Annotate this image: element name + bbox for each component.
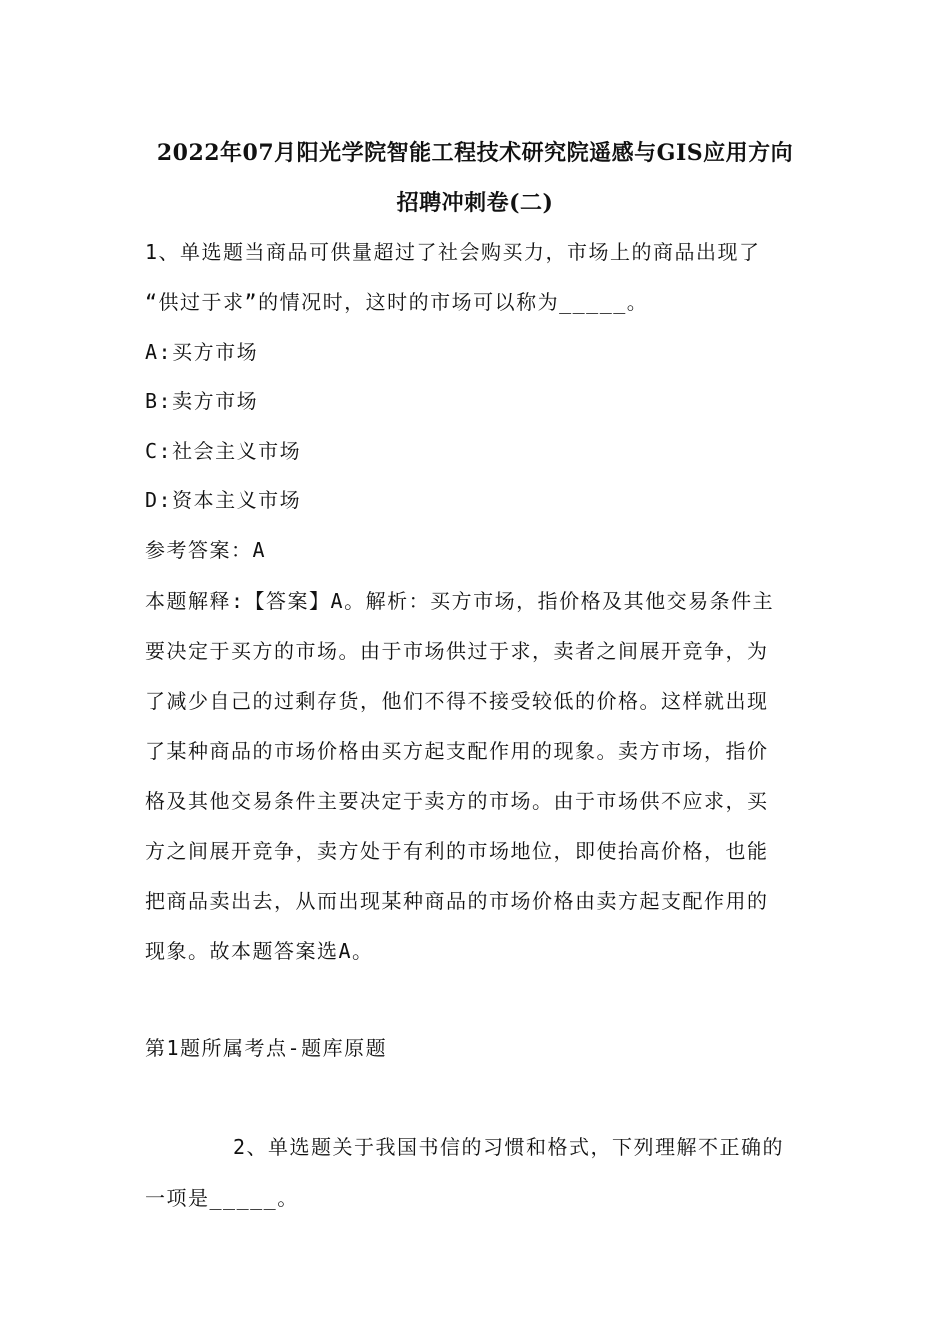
question-1-option-b: B:卖方市场 (145, 389, 259, 413)
explanation-line: 要决定于买方的市场。由于市场供过于求，卖者之间展开竞争，为 (145, 639, 769, 663)
question-2-stem-line-1: 2、单选题关于我国书信的习惯和格式，下列理解不正确的 (233, 1135, 785, 1159)
question-1-option-d: D:资本主义市场 (145, 488, 302, 512)
explanation-line: 方之间展开竞争，卖方处于有利的市场地位，即使抬高价格，也能 (145, 839, 769, 863)
question-1-option-c: C:社会主义市场 (145, 439, 302, 463)
question-2-stem-line-2: 一项是_____。 (145, 1186, 299, 1210)
explanation-line: 把商品卖出去，从而出现某种商品的市场价格由卖方起支配作用的 (145, 889, 769, 913)
question-1-knowledge-point: 第1题所属考点-题库原题 (145, 1036, 388, 1060)
question-1-stem-line-1: 1、单选题当商品可供量超过了社会购买力，市场上的商品出现了 (145, 240, 761, 264)
document-title-line-1: 2022年07月阳光学院智能工程技术研究院遥感与GIS应用方向 (156, 140, 794, 166)
explanation-line: 本题解释:【答案】A。解析：买方市场，指价格及其他交易条件主 (145, 589, 775, 613)
explanation-line: 了某种商品的市场价格由买方起支配作用的现象。卖方市场，指价 (145, 739, 769, 763)
question-1-stem-line-2: “供过于求”的情况时，这时的市场可以称为_____。 (145, 290, 649, 314)
explanation-line: 了减少自己的过剩存货，他们不得不接受较低的价格。这样就出现 (145, 689, 769, 713)
explanation-line: 现象。故本题答案选A。 (145, 939, 374, 963)
explanation-line: 格及其他交易条件主要决定于卖方的市场。由于市场供不应求，买 (145, 789, 769, 813)
document-title-line-2: 招聘冲刺卷(二) (396, 190, 554, 216)
question-1-option-a: A:买方市场 (145, 340, 259, 364)
question-1-explanation (145, 576, 805, 976)
question-1-answer: 参考答案：A (145, 538, 267, 562)
